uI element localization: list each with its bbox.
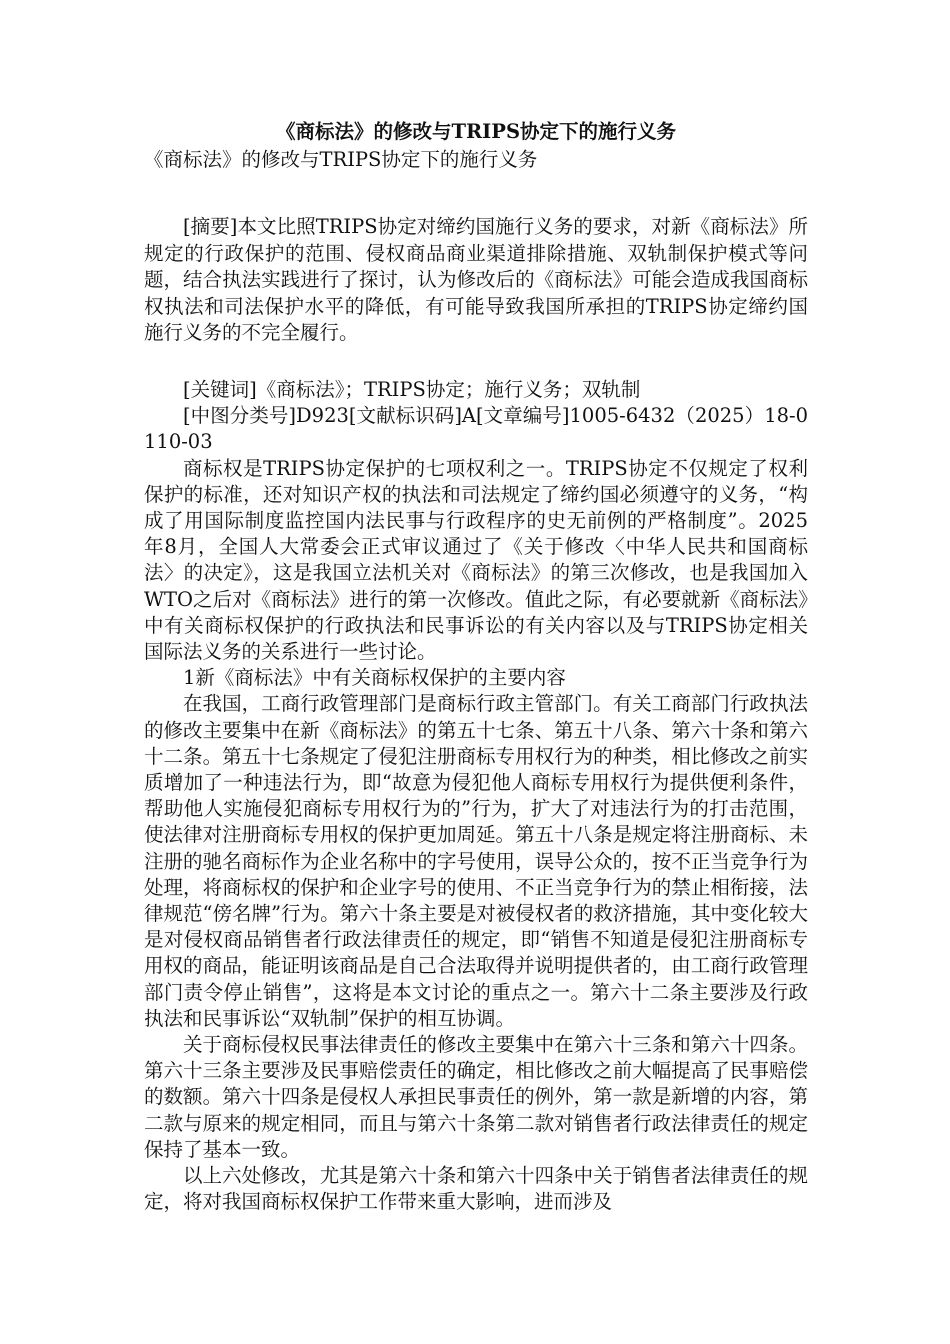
document-title: 《商标法》的修改与TRIPS协定下的施行义务: [275, 120, 677, 143]
body-paragraph: 商标权是TRIPS协定保护的七项权利之一。TRIPS协定不仅规定了权利保护的标准，还对知识产权的执法和司法规定了缔约国必须遵守的义务，“构成了用国际制度监控国内法民事与行政程序的史无前例的严格制度”。2025年8月，全国人大常委会正式审议通过了《关于修改〈中华人民共和国商标法〉的决定》，这是我国立法机关对《商标法》的第三次修改，也是我国加入WTO之后对《商标法》进行的第一次修改。值此之际，有必要就新《商标法》中有关商标权保护的行政执法和民事诉讼的有关内容以及与TRIPS协定相关国际法义务的关系进行一些讨论。: [144, 456, 808, 663]
body-paragraph: 以上六处修改，尤其是第六十条和第六十四条中关于销售者法律责任的规定，将对我国商标权保护工作带来重大影响，进而涉及: [144, 1164, 808, 1214]
abstract-paragraph: [摘要]本文比照TRIPS协定对缔约国施行义务的要求，对新《商标法》所规定的行政保护的范围、侵权商品商业渠道排除措施、双轨制保护模式等问题，结合执法实践进行了探讨，认为修改后的《商标法》可能会造成我国商标权执法和司法保护水平的降低，有可能导致我国所承担的TRIPS协定缔约国施行义务的不完全履行。: [144, 215, 808, 345]
document-page: [144, 118, 808, 1215]
body-paragraph: 关于商标侵权民事法律责任的修改主要集中在第六十三条和第六十四条。第六十三条主要涉及民事赔偿责任的确定，相比修改之前大幅提高了民事赔偿的数额。第六十四条是侵权人承担民事责任的例外，第一款是新增的内容，第二款与原来的规定相同，而且与第六十条第二款对销售者行政法律责任的规定保持了基本一致。: [144, 1033, 808, 1161]
document-subtitle: 《商标法》的修改与TRIPS协定下的施行义务: [144, 148, 538, 171]
keywords-line: [关键词]《商标法》；TRIPS协定；施行义务；双轨制: [183, 377, 641, 401]
body-paragraph: 在我国，工商行政管理部门是商标行政主管部门。有关工商部门行政执法的修改主要集中在新《商标法》的第五十七条、第五十八条、第六十条和第六十二条。第五十七条规定了侵犯注册商标专用权行为的种类，相比修改之前实质增加了一种违法行为，即“故意为侵犯他人商标专用权行为提供便利条件，帮助他人实施侵犯商标专用权行为的”行为，扩大了对违法行为的打击范围，使法律对注册商标专用权的保护更加周延。第五十八条是规定将注册商标、未注册的驰名商标作为企业名称中的字号使用，误导公众的，按不正当竞争行为处理，将商标权的保护和企业字号的使用、不正当竞争行为的禁止相衔接，法律规范“傍名牌”行为。第六十条主要是对被侵权者的救济措施，其中变化较大是对侵权商品销售者行政法律责任的规定，即“销售不知道是侵犯注册商标专用权的商品，能证明该商品是自己合法取得并说明提供者的，由工商行政管理部门责令停止销售”，这将是本文讨论的重点之一。第六十二条主要涉及行政执法和民事诉讼“双轨制”保护的相互协调。: [144, 692, 808, 1030]
section-heading: 1新《商标法》中有关商标权保护的主要内容: [183, 666, 566, 690]
classification-line: [中图分类号]D923[文献标识码]A[文章编号]1005-6432（2025）18-0110-03: [144, 404, 808, 454]
